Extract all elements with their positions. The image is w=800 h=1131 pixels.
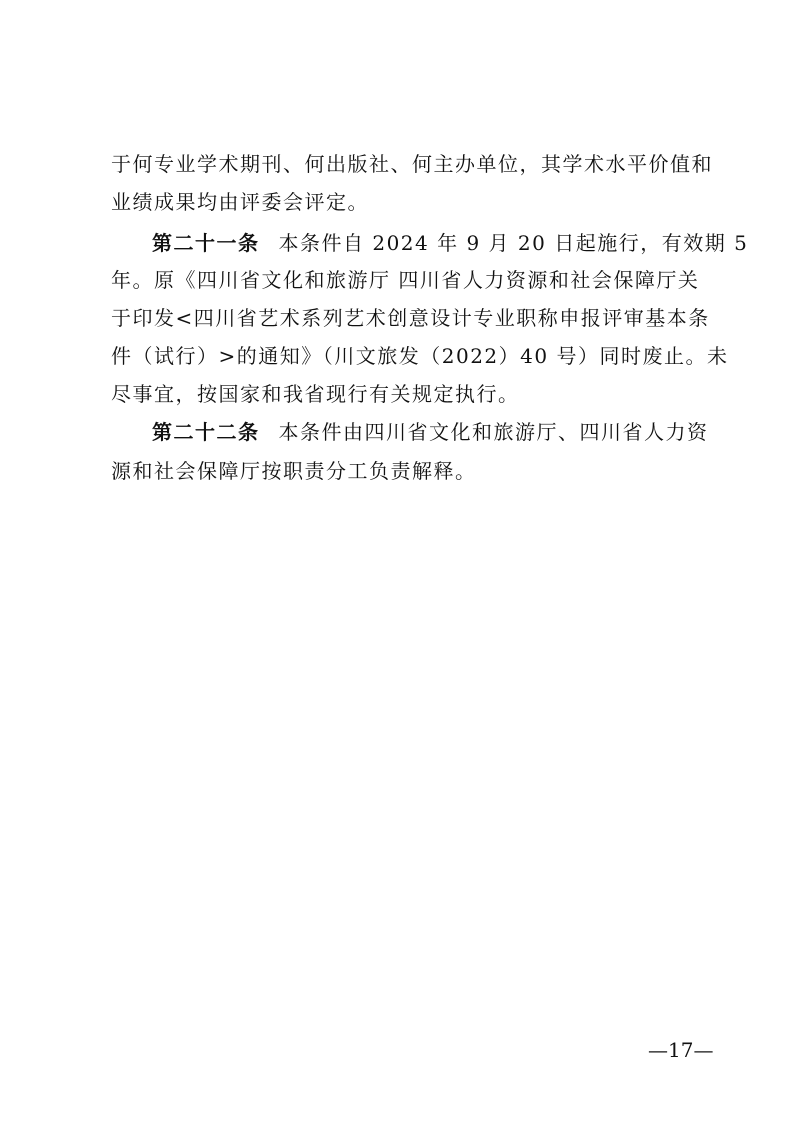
article-21-text: 于印发<四川省艺术系列艺术创意设计专业职称申报评审基本条 (111, 306, 710, 330)
article-22-first-line (152, 418, 709, 446)
paragraph-line (111, 188, 369, 216)
paragraph-text: 于何专业学术期刊、何出版社、何主办单位，其学术水平价值和 (111, 152, 713, 176)
article-21-heading: 第二十一条 (152, 231, 260, 255)
article-21-text: 年。原《四川省文化和旅游厅 四川省人力资源和社会保障厅关 (111, 268, 700, 292)
article-22-line (111, 457, 477, 485)
article-22-heading: 第二十二条 (152, 420, 260, 444)
article-21-first-line (152, 229, 748, 257)
article-22-text: 本条件由四川省文化和旅游厅、四川省人力资 (278, 420, 709, 444)
article-21-text: 本条件自 2024 年 9 月 20 日起施行，有效期 5 (278, 231, 749, 255)
article-21-text: 尽事宜，按国家和我省现行有关规定执行。 (111, 382, 520, 406)
article-21-text: 件（试行）>的通知》（川文旅发（2022）40 号）同时废止。未 (111, 344, 729, 368)
paragraph-line (111, 150, 713, 178)
article-21-line (111, 342, 728, 370)
article-22-text: 源和社会保障厅按职责分工负责解释。 (111, 459, 477, 483)
page-number: —17— (648, 1038, 714, 1062)
article-21-line (111, 304, 710, 332)
paragraph-text: 业绩成果均由评委会评定。 (111, 190, 369, 214)
article-21-line (111, 380, 520, 408)
article-21-line (111, 266, 699, 294)
